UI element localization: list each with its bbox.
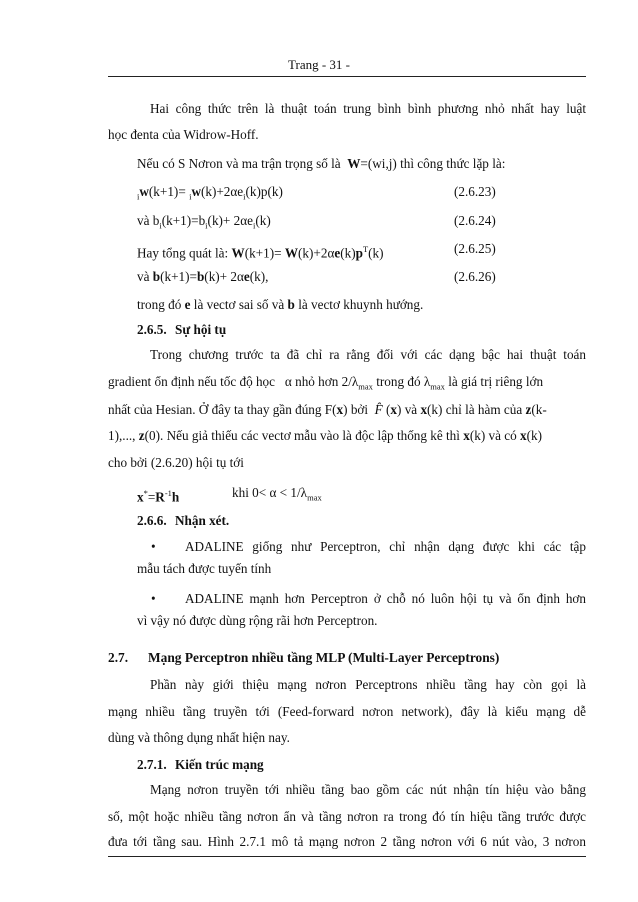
- paragraph-line: trong đó e là vectơ sai số và b là vectơ khuynh hướng.: [137, 297, 424, 312]
- paragraph-line: dùng và thông dụng nhất hiện nay.: [108, 730, 290, 745]
- equation-number: (2.6.26): [454, 269, 496, 284]
- paragraph-line: Phần này giới thiệu mạng nơron Perceptrons nhiều tầng hay còn gọi là: [150, 677, 586, 692]
- bullet-line: ADALINE mạnh hơn Perceptron ở chỗ nó luôn hội tụ và ổn định hơn: [185, 591, 586, 606]
- bullet-icon: •: [151, 591, 156, 606]
- bullet-line: ADALINE giống như Perceptron, chỉ nhận dạng được khi các tập: [185, 539, 586, 554]
- section-2-7-1-heading: 2.7.1. Kiến trúc mạng: [137, 757, 264, 772]
- section-2-6-5-heading: 2.6.5. Sự hội tụ: [137, 322, 227, 337]
- paragraph-line: Hai công thức trên là thuật toán trung bình bình phương nhỏ nhất hay luật: [150, 101, 586, 116]
- paragraph-line: nhất của Hesian. Ở đây ta thay gần đúng F(x) bởi F̂ (x) và x(k) chỉ là hàm của z(k-: [108, 402, 547, 417]
- paragraph-line: số, một hoặc nhiều tầng nơron ẩn và tầng nơron ra trong đó tín hiệu tầng trước được: [108, 809, 586, 824]
- paragraph-line: 1),..., z(0). Nếu giả thiếu các vectơ mẫu vào là độc lập thống kê thì x(k) và có x(k): [108, 428, 542, 443]
- paragraph-line: mạng nhiều tầng truyền tới (Feed-forward nơron network), đây là kiểu mạng dễ: [108, 704, 586, 719]
- bullet-icon: •: [151, 539, 156, 554]
- equation-2-6-26: và b(k+1)=b(k)+ 2αe(k), (2.6.26): [137, 269, 496, 284]
- equation-number: (2.6.23): [454, 184, 496, 199]
- bullet-line: mẫu tách được tuyến tính: [137, 561, 272, 576]
- paragraph-line: gradient ổn định nếu tốc độ học α nhỏ hơn $2/\lambda_{max}$ trong đó $\lambda_{max}$ là giá trị riêng lớn: [108, 374, 544, 392]
- footer-rule: [108, 856, 586, 857]
- paragraph-line: học đenta của Widrow-Hoff.: [108, 127, 259, 142]
- header-rule: [108, 76, 586, 77]
- equation-2-6-25: Hay tổng quát là: $W(k+1)= W(k)+2\alpha e(k)p^T(k)$ (2.6.25): [137, 241, 496, 261]
- section-2-7-heading: 2.7. Mạng Perceptron nhiều tầng MLP (Multi-Layer Perceptrons): [108, 650, 500, 665]
- equation-number: (2.6.24): [454, 213, 496, 228]
- paragraph-line: Mạng nơron truyền tới nhiều tầng bao gồm các nút nhận tín hiệu vào bằng: [150, 782, 586, 797]
- equation-number: (2.6.25): [454, 241, 496, 256]
- paragraph-line: Trong chương trước ta đã chỉ ra rằng đối với các dạng bậc hai thuật toán: [150, 347, 586, 362]
- paragraph-line: Nếu có S Nơron và ma trận trọng số là W=(wi,j) thì công thức lặp là:: [137, 156, 506, 171]
- bullet-line: vì vậy nó được dùng rộng rãi hơn Perceptron.: [137, 613, 378, 628]
- paragraph-line: đưa tới tầng sau. Hình 2.7.1 mô tả mạng nơron 2 tầng nơron với 6 nút vào, 3 nơron: [108, 834, 586, 849]
- section-2-6-6-heading: 2.6.6. Nhận xét.: [137, 513, 230, 528]
- convergence-formula: $x^*=R^{-1}h$ khi $0< \alpha < 1/\lambda_{max}$: [137, 485, 322, 505]
- equation-2-6-23: $_iw(k+1)= _iw(k)+2\alpha e_i(k)p(k)$ (2.6.23): [137, 184, 496, 202]
- page-header: Trang - 31 -: [288, 57, 350, 72]
- equation-2-6-24: và $b_i(k+1)=b_i(k)+ 2\alpha e_i(k)$ (2.6.24): [137, 213, 496, 231]
- paragraph-line: cho bởi (2.6.20) hội tụ tới: [108, 455, 244, 470]
